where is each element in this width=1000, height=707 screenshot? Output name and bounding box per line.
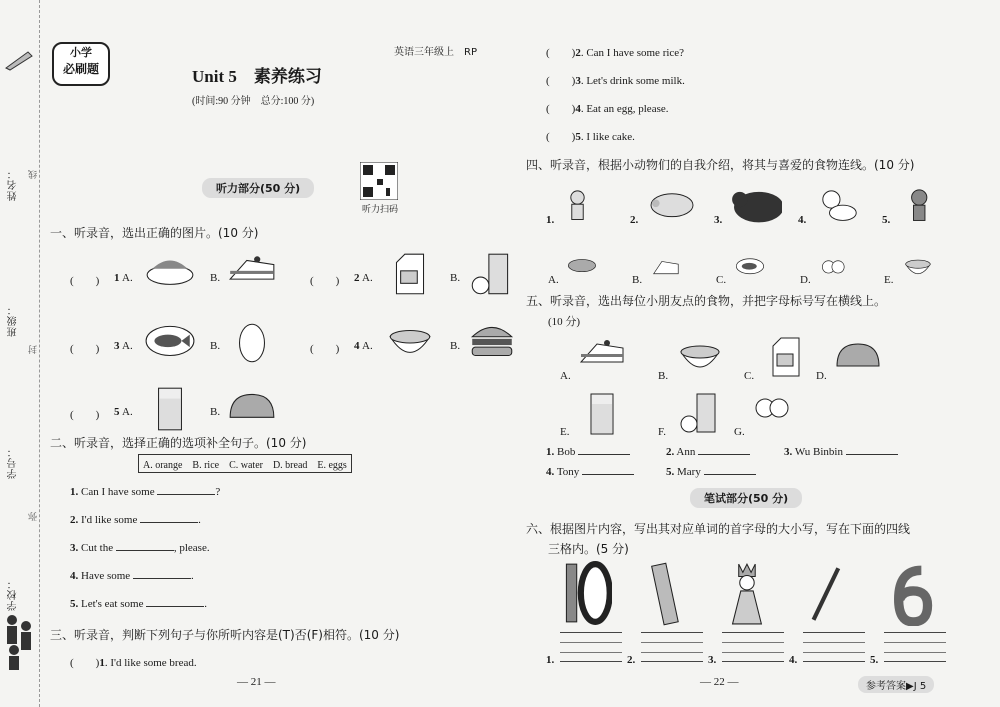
question-number: 3	[114, 340, 120, 352]
answer-blank[interactable]	[582, 474, 634, 475]
number-ten-icon	[560, 560, 612, 626]
listening-banner: 听力部分(50 分)	[202, 178, 314, 198]
food-option-picture	[832, 336, 884, 385]
answer-bracket[interactable]: ( )	[70, 343, 100, 355]
option-a-label: A.	[122, 272, 133, 284]
fill-sentence: 5. Let's eat some .	[70, 598, 207, 610]
answer-bracket[interactable]: ( )	[546, 131, 576, 143]
animal-number: 3.	[714, 214, 723, 226]
question-number: 4.	[789, 654, 798, 666]
true-false-item: ( )4. Eat an egg, please.	[546, 103, 669, 115]
answer-bracket[interactable]: ( )	[310, 343, 340, 355]
picture-prompt	[722, 560, 774, 631]
question-number: 4	[354, 340, 360, 352]
animal-picture[interactable]	[562, 188, 614, 235]
fill-sentence: 3. Cut the , please.	[70, 542, 210, 554]
cut-mark: 线	[28, 170, 38, 179]
answer-bracket[interactable]: ( )	[70, 409, 100, 421]
option-b-label: B.	[450, 272, 461, 284]
binding-margin	[0, 0, 40, 707]
brand-logo: 小学 必刷题	[52, 42, 110, 86]
question-number: 5.	[870, 654, 879, 666]
section-3-heading: 三、听录音，判断下列句子与你所听内容是(T)否(F)相符。(10 分)	[50, 628, 400, 642]
food-bowl-icon	[144, 252, 196, 298]
food-label: A.	[548, 274, 559, 286]
rice-bowl-icon	[384, 320, 436, 366]
four-line-writing-grid[interactable]	[641, 632, 703, 662]
fish-icon	[730, 256, 774, 286]
food-picture[interactable]	[814, 256, 858, 291]
option-b-label: B.	[210, 406, 221, 418]
section-1-heading: 一、听录音，选出正确的图片。(10 分)	[50, 226, 259, 240]
option-a-picture[interactable]	[144, 252, 196, 303]
food-option-label: E.	[560, 426, 570, 438]
animal-picture[interactable]	[898, 188, 950, 235]
kid-answer-row: 5. Mary	[666, 466, 756, 478]
food-option-label: A.	[560, 370, 571, 382]
student-number-label: 学号：	[8, 446, 19, 479]
answer-blank[interactable]	[846, 454, 898, 455]
queen-icon	[722, 560, 774, 626]
animal-number: 2.	[630, 214, 639, 226]
food-picture[interactable]	[646, 256, 690, 291]
answer-blank[interactable]	[698, 454, 750, 455]
food-option-picture	[750, 392, 802, 441]
true-false-item: ( )5. I like cake.	[546, 131, 635, 143]
rice-icon	[898, 256, 942, 286]
answer-blank[interactable]	[140, 522, 198, 523]
ruler-icon	[641, 560, 693, 626]
answer-bracket[interactable]: ( )	[70, 657, 100, 669]
answer-blank[interactable]	[146, 606, 204, 607]
page-number-right: — 22 —	[700, 676, 739, 688]
qr-code-icon	[360, 162, 398, 200]
animal-number: 1.	[546, 214, 555, 226]
question-number: 2.	[627, 654, 636, 666]
name-label: 姓名：	[8, 168, 19, 201]
cut-mark: 封	[28, 345, 38, 354]
answer-bracket[interactable]: ( )	[310, 275, 340, 287]
time-score-note: (时间:90 分钟 总分:100 分)	[192, 96, 315, 107]
option-a-label: A.	[362, 340, 373, 352]
question-number: 5	[114, 406, 120, 418]
cake-slice-icon	[576, 336, 628, 380]
section-5-heading: 五、听录音，选出每位小朋友点的食物，并把字母标号写在横线上。	[526, 294, 887, 308]
pencil-decoration-icon	[4, 48, 34, 72]
eggs-icon	[750, 392, 802, 436]
option-b-picture[interactable]	[226, 252, 278, 303]
rice-bowl-icon	[674, 336, 726, 380]
question-number: 1.	[546, 654, 555, 666]
milk-carton-icon	[760, 336, 812, 380]
animal-number: 4.	[798, 214, 807, 226]
section-4-heading: 四、听录音，根据小动物们的自我介绍，将其与喜爱的食物连线。(10 分)	[526, 158, 915, 172]
eggs-icon	[814, 256, 858, 286]
option-a-picture[interactable]	[384, 320, 436, 371]
word-options-box: A. orange B. rice C. water D. bread E. eggs	[138, 454, 352, 473]
answer-blank[interactable]	[133, 578, 191, 579]
answer-bracket[interactable]: ( )	[546, 75, 576, 87]
food-option-picture	[576, 392, 628, 441]
four-line-writing-grid[interactable]	[722, 632, 784, 662]
section-2-heading: 二、听录音，选择正确的选项补全句子。(10 分)	[50, 436, 307, 450]
food-picture[interactable]	[562, 256, 606, 291]
food-option-picture	[760, 336, 812, 385]
true-false-item: ( )1. I'd like some bread.	[70, 657, 197, 669]
question-number: 1	[114, 272, 120, 284]
milk-carton-icon	[384, 252, 436, 298]
fish-plate-icon	[144, 320, 196, 366]
food-option-label: D.	[816, 370, 827, 382]
answer-blank[interactable]	[116, 550, 174, 551]
option-a-label: A.	[122, 340, 133, 352]
answer-blank[interactable]	[578, 454, 630, 455]
question-number: 2	[354, 272, 360, 284]
food-label: B.	[632, 274, 643, 286]
picture-prompt	[641, 560, 693, 631]
animal-number: 5.	[882, 214, 891, 226]
food-label: C.	[716, 274, 727, 286]
pencil-icon	[803, 560, 855, 626]
water-glass-icon	[576, 392, 628, 436]
children-silhouette-icon	[4, 610, 36, 670]
written-banner: 笔试部分(50 分)	[690, 488, 802, 508]
animal-picture[interactable]	[814, 188, 866, 235]
food-picture[interactable]	[730, 256, 774, 291]
section-6-heading-line1: 六、根据图片内容，写出其对应单词的首字母的大小写，写在下面的四线	[526, 522, 911, 536]
cat-icon	[562, 188, 614, 230]
food-option-label: C.	[744, 370, 755, 382]
food-label: E.	[884, 274, 894, 286]
cut-mark: 弥	[28, 512, 38, 521]
four-line-writing-grid[interactable]	[560, 632, 622, 662]
option-b-picture[interactable]	[226, 386, 278, 437]
kid-answer-row: 2. Ann	[666, 446, 750, 458]
water-glass-icon	[144, 386, 196, 432]
food-option-picture	[674, 392, 726, 441]
dog-icon	[814, 188, 866, 230]
option-a-label: A.	[122, 406, 133, 418]
bread-loaf-icon	[226, 386, 278, 432]
kid-answer-row: 1. Bob	[546, 446, 630, 458]
option-b-label: B.	[450, 340, 461, 352]
subject-label: 英语三年级上 RP	[394, 47, 477, 58]
bread-icon	[562, 256, 606, 286]
qr-caption: 听力扫码	[362, 204, 399, 214]
food-option-label: G.	[734, 426, 745, 438]
option-a-picture[interactable]	[384, 252, 436, 303]
food-option-label: B.	[658, 370, 669, 382]
picture-prompt	[803, 560, 855, 631]
food-label: D.	[800, 274, 811, 286]
answer-bracket[interactable]: ( )	[546, 103, 576, 115]
food-option-picture	[674, 336, 726, 385]
section-5-score: (10 分)	[548, 316, 581, 328]
bear-icon	[730, 188, 782, 230]
fill-sentence: 4. Have some .	[70, 570, 194, 582]
option-a-picture[interactable]	[144, 320, 196, 371]
pig-icon	[646, 188, 698, 230]
four-line-writing-grid[interactable]	[884, 632, 946, 662]
answer-bracket[interactable]: ( )	[70, 275, 100, 287]
number-six-icon	[884, 560, 936, 626]
monkey-icon	[898, 188, 950, 230]
fill-sentence: 2. I'd like some .	[70, 514, 201, 526]
juice-glass-icon	[674, 392, 726, 436]
cake-icon	[646, 256, 690, 286]
option-a-label: A.	[362, 272, 373, 284]
option-a-picture[interactable]	[144, 386, 196, 437]
food-option-picture	[576, 336, 628, 385]
answer-bracket[interactable]: ( )	[546, 47, 576, 59]
kid-answer-row: 3. Wu Binbin	[784, 446, 898, 458]
class-label: 班级：	[8, 304, 19, 337]
cake-slice-icon	[226, 252, 278, 298]
kid-answer-row: 4. Tony	[546, 466, 634, 478]
food-picture[interactable]	[898, 256, 942, 291]
section-6-heading-line2: 三格内。(5 分)	[548, 542, 629, 556]
animal-picture[interactable]	[730, 188, 782, 235]
answer-blank[interactable]	[704, 474, 756, 475]
bread-loaf-icon	[832, 336, 884, 380]
option-b-picture[interactable]	[226, 320, 278, 371]
fill-sentence: 1. Can I have some ?	[70, 486, 221, 498]
food-option-label: F.	[658, 426, 666, 438]
question-number: 3.	[708, 654, 717, 666]
true-false-item: ( )2. Can I have some rice?	[546, 47, 685, 59]
egg-icon	[226, 320, 278, 366]
left-page	[42, 0, 487, 707]
right-page	[510, 0, 990, 707]
option-b-label: B.	[210, 340, 221, 352]
four-line-writing-grid[interactable]	[803, 632, 865, 662]
picture-prompt	[560, 560, 612, 631]
page-number-left: — 21 —	[237, 676, 276, 688]
picture-prompt	[884, 560, 936, 631]
page-title: Unit 5 素养练习	[192, 67, 322, 86]
option-b-label: B.	[210, 272, 221, 284]
true-false-item: ( )3. Let's drink some milk.	[546, 75, 685, 87]
answer-reference: 参考答案▶J 5	[858, 676, 934, 693]
answer-blank[interactable]	[157, 494, 215, 495]
animal-picture[interactable]	[646, 188, 698, 235]
school-label: 学校：	[8, 578, 19, 611]
